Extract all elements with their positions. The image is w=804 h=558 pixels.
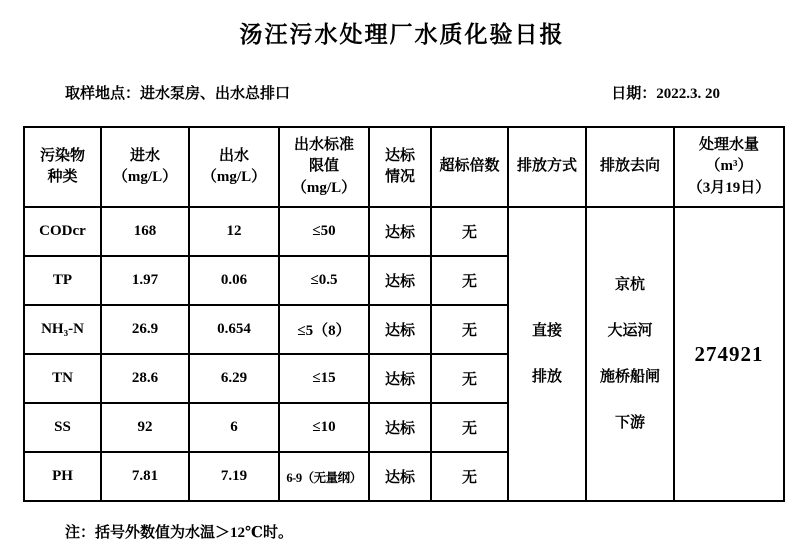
cell-outflow: 6.29: [189, 354, 279, 403]
destination-line: 施桥船闸: [599, 369, 660, 385]
header-line: （mg/L）: [201, 169, 267, 185]
footnote: 注：括号外数值为水温＞12℃时。: [65, 525, 293, 541]
col-header-status: [369, 127, 431, 207]
table-header-row: [24, 127, 784, 207]
cell-inflow: 28.6: [101, 354, 189, 403]
col-header-volume: [674, 127, 784, 207]
cell-exceed: 无: [431, 305, 508, 354]
cell-limit: ≤50: [279, 207, 369, 256]
cell-exceed: 无: [431, 256, 508, 305]
cell-status: 达标: [369, 452, 431, 501]
col-header-pollutant: [24, 127, 101, 207]
meta-row: [65, 82, 720, 103]
cell-pollutant: PH: [24, 452, 101, 501]
col-header-inflow: [101, 127, 189, 207]
header-line: （mg/L）: [291, 179, 357, 196]
cell-status: 达标: [369, 207, 431, 256]
header-line: 出水: [218, 147, 249, 164]
cell-exceed: 无: [431, 207, 508, 256]
destination-line: 下游: [614, 415, 645, 431]
report-page: [0, 16, 804, 558]
header-line: 处理水量: [698, 137, 759, 154]
col-header-mode: 排放方式: [508, 127, 586, 207]
destination-line: 京杭: [614, 277, 645, 293]
cell-outflow: 7.19: [189, 452, 279, 501]
header-line: （m³）: [705, 158, 753, 175]
col-header-destination: 排放去向: [586, 127, 674, 207]
cell-inflow: 7.81: [101, 452, 189, 501]
cell-pollutant: TN: [24, 354, 101, 403]
cell-status: 达标: [369, 403, 431, 452]
header-line: 限值: [308, 158, 339, 175]
cell-outflow: 6: [189, 403, 279, 452]
cell-discharge-mode: [508, 207, 586, 501]
header-line: 种类: [47, 169, 78, 185]
cell-status: 达标: [369, 305, 431, 354]
header-line: （mg/L）: [112, 169, 178, 185]
header-line: （3月19日）: [687, 179, 771, 196]
header-line: 出水标准: [293, 137, 354, 154]
page-title: 汤汪污水处理厂水质化验日报: [239, 22, 565, 47]
cell-treated-volume: 274921: [674, 207, 784, 501]
cell-limit: ≤15: [279, 354, 369, 403]
header-line: 达标: [384, 147, 415, 164]
cell-limit: ≤10: [279, 403, 369, 452]
water-quality-table: [23, 126, 785, 502]
cell-exceed: 无: [431, 403, 508, 452]
sampling-location-label: 取样地点：进水泵房、出水总排口: [65, 86, 291, 102]
destination-line: 大运河: [607, 323, 653, 339]
cell-outflow: 0.654: [189, 305, 279, 354]
table-row-codcr: [24, 207, 784, 256]
mode-line: 直接: [531, 323, 562, 339]
cell-limit: ≤0.5: [279, 256, 369, 305]
cell-inflow: 1.97: [101, 256, 189, 305]
header-line: 进水: [129, 147, 160, 164]
cell-limit: 6-9（无量纲）: [279, 452, 369, 501]
cell-exceed: 无: [431, 354, 508, 403]
col-header-outflow: [189, 127, 279, 207]
cell-pollutant: TP: [24, 256, 101, 305]
cell-exceed: 无: [431, 452, 508, 501]
cell-inflow: 26.9: [101, 305, 189, 354]
cell-limit: ≤5（8）: [279, 305, 369, 354]
mode-line: 排放: [531, 369, 562, 385]
cell-status: 达标: [369, 354, 431, 403]
report-date-label: 日期：2022.3. 20: [611, 86, 720, 102]
cell-pollutant: NH₃-N: [24, 305, 101, 354]
cell-outflow: 12: [189, 207, 279, 256]
cell-pollutant: CODcr: [24, 207, 101, 256]
cell-status: 达标: [369, 256, 431, 305]
cell-discharge-destination: [586, 207, 674, 501]
header-line: 污染物: [39, 147, 85, 164]
cell-outflow: 0.06: [189, 256, 279, 305]
col-header-limit: [279, 127, 369, 207]
cell-inflow: 92: [101, 403, 189, 452]
cell-inflow: 168: [101, 207, 189, 256]
header-line: 情况: [384, 169, 415, 185]
col-header-exceed: 超标倍数: [431, 127, 508, 207]
cell-pollutant: SS: [24, 403, 101, 452]
